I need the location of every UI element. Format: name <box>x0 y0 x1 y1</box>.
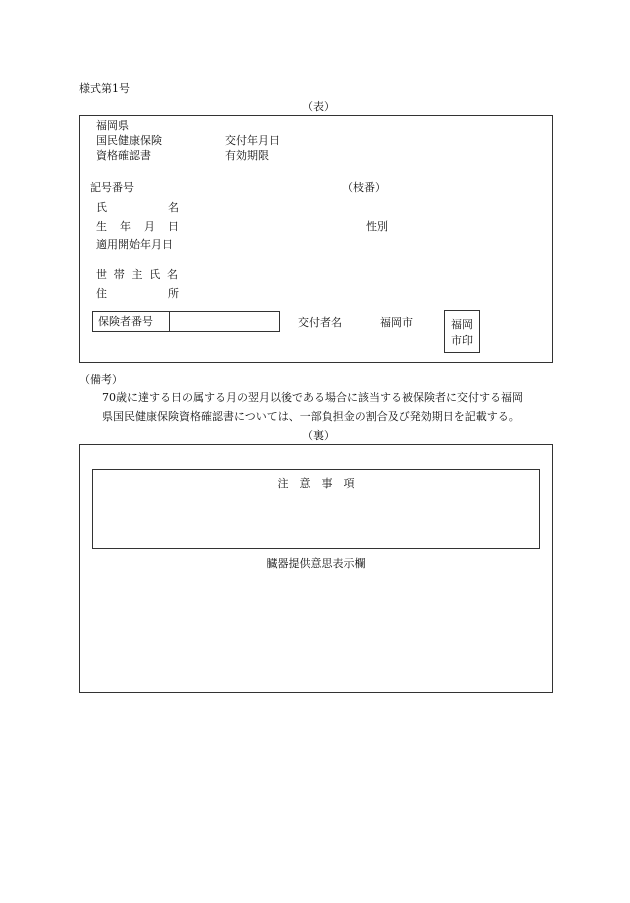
card-title-line1: 国民健康保険 <box>96 134 162 147</box>
city-seal-box <box>444 310 480 353</box>
birth-label-c: 月 <box>144 220 155 233</box>
name-label-a: 氏 <box>96 201 107 214</box>
back-card <box>79 444 553 693</box>
start-date-label: 適用開始年月日 <box>96 238 173 251</box>
notes-title: 注 意 事 項 <box>277 477 355 490</box>
seal-line2: 市印 <box>451 334 473 347</box>
front-card <box>79 115 553 363</box>
notes-box <box>92 469 540 549</box>
insurer-number-box <box>92 311 280 332</box>
back-side-label: （裏） <box>302 429 335 442</box>
symbol-number-label: 記号番号 <box>90 181 134 194</box>
front-side-label: （表） <box>302 100 335 113</box>
insurer-number-divider <box>169 312 170 331</box>
issuer-label: 交付者名 <box>298 316 342 329</box>
insurer-number-label: 保険者番号 <box>98 315 153 328</box>
birth-label-b: 年 <box>120 220 131 233</box>
remarks-line2: 県国民健康保険資格確認書については、一部負担金の割合及び発効期日を記載する。 <box>102 410 520 423</box>
branch-number-label: （枝番） <box>342 181 386 194</box>
organ-donation-label: 臓器提供意思表示欄 <box>266 557 366 570</box>
sex-label: 性別 <box>366 220 388 233</box>
issue-date-label: 交付年月日 <box>225 134 280 147</box>
address-label-b: 所 <box>168 287 179 300</box>
birth-label-d: 日 <box>168 220 179 233</box>
card-title-line2: 資格確認書 <box>96 149 151 162</box>
issuer-value: 福岡市 <box>380 316 413 329</box>
householder-label: 世帯主氏名 <box>96 268 178 281</box>
prefecture: 福岡県 <box>96 119 129 132</box>
birth-label-a: 生 <box>96 220 107 233</box>
name-label-b: 名 <box>168 201 179 214</box>
validity-label: 有効期限 <box>225 149 269 162</box>
seal-line1: 福岡 <box>451 318 473 331</box>
remarks-label: （備考） <box>79 373 123 386</box>
remarks-line1: 70歳に達する日の属する月の翌月以後である場合に該当する被保険者に交付する福岡 <box>102 391 523 404</box>
address-label-a: 住 <box>96 287 107 300</box>
form-number: 様式第1号 <box>79 82 130 95</box>
